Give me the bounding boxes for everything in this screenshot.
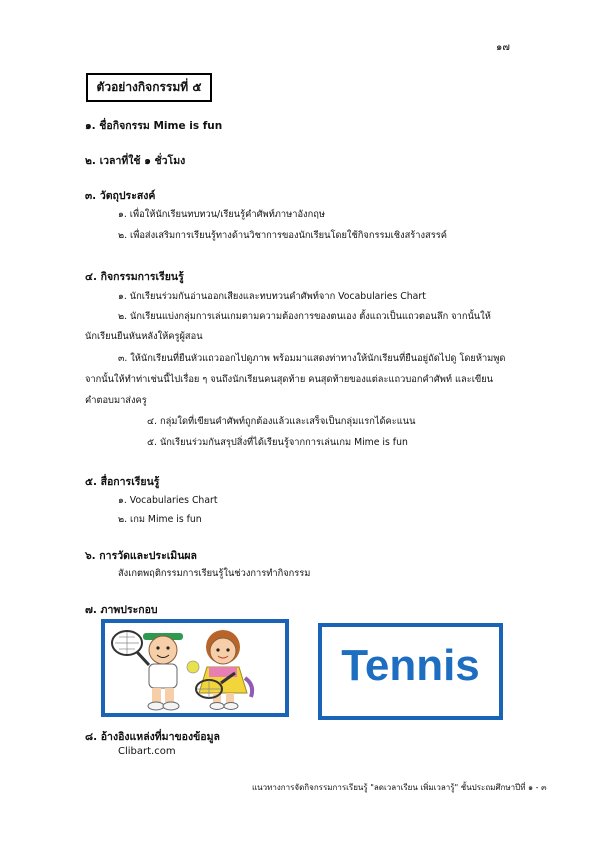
objective-item: ๑. เพื่อให้นักเรียนทบทวน/เรียนรู้คำศัพท์ภาษาอังกฤษ: [118, 209, 325, 220]
activity-step-cont: คำตอบมาส่งครู: [85, 395, 147, 406]
evaluation-heading: ๖. การวัดและประเมินผล: [85, 550, 197, 562]
objectives-heading: ๓. วัตถุประสงค์: [85, 190, 156, 202]
activities-heading: ๔. กิจกรรมการเรียนรู้: [85, 271, 184, 283]
evaluation-text: สังเกตพฤติกรรมการเรียนรู้ในช่วงการทำกิจกรรม: [118, 568, 311, 579]
page-number: ๑๗: [496, 42, 510, 53]
tennis-kids-clipart: [105, 623, 285, 713]
tennis-clipart-frame: [101, 619, 289, 717]
activity-step: ๓. ให้นักเรียนที่ยืนหัวแถวออกไปดูภาพ พร้อมมาแสดงท่าทางให้นักเรียนที่ยืนอยู่ถัดไปดู โดยห้ามพูด: [118, 353, 506, 364]
activity-step: ๑. นักเรียนร่วมกันอ่านออกเสียงและทบทวนคำศัพท์จาก Vocabularies Chart: [118, 291, 426, 302]
illustration-heading: ๗. ภาพประกอบ: [85, 604, 158, 616]
activity-step: ๕. นักเรียนร่วมกันสรุปสิ่งที่ได้เรียนรู้จากการเล่นเกม Mime is fun: [147, 437, 408, 448]
material-item: ๑. Vocabularies Chart: [118, 495, 218, 506]
objective-item: ๒. เพื่อส่งเสริมการเรียนรู้ทางด้านวิชาการของนักเรียนโดยใช้กิจกรรมเชิงสร้างสรรค์: [118, 230, 447, 241]
tennis-word-card: [318, 623, 503, 720]
activity-title-box: ตัวอย่างกิจกรรมที่ ๕: [86, 73, 212, 102]
tennis-word: Tennis: [341, 641, 480, 690]
activity-name: ๑. ชื่อกิจกรรม Mime is fun: [85, 120, 223, 132]
activity-step-cont: จากนั้นให้ทำท่าเช่นนี้ไปเรื่อย ๆ จนถึงนักเรียนคนสุดท้าย คนสุดท้ายของแต่ละแถวบอกคำศัพท์ และเขียน: [85, 374, 494, 385]
activity-step-cont: นักเรียนยืนหันหลังให้ครูผู้สอน: [85, 331, 203, 342]
time-used: ๒. เวลาที่ใช้ ๑ ชั่วโมง: [85, 155, 186, 167]
reference-heading: ๘. อ้างอิงแหล่งที่มาของข้อมูล: [85, 731, 220, 743]
materials-heading: ๕. สื่อการเรียนรู้: [85, 476, 160, 488]
activity-step: ๒. นักเรียนแบ่งกลุ่มการเล่นเกมตามความต้องการของตนเอง ตั้งแถวเป็นแถวตอนลึก จากนั้นให้: [118, 311, 491, 322]
reference-source: Clibart.com: [118, 746, 176, 757]
material-item: ๒. เกม Mime is fun: [118, 514, 202, 525]
activity-step: ๔. กลุ่มใดที่เขียนคำศัพท์ถูกต้องแล้วและเสร็จเป็นกลุ่มแรกได้คะแนน: [147, 416, 416, 427]
page-footer: แนวทางการจัดกิจกรรมการเรียนรู้ "ลดเวลาเรียน เพิ่มเวลารู้" ชั้นประถมศึกษาปีที่ ๑ - ๓: [252, 783, 547, 792]
